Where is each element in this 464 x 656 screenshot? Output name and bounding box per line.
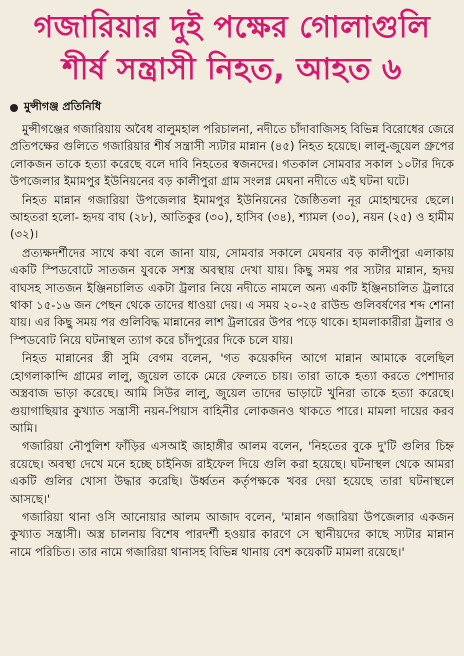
paragraph-2: নিহত মান্নান গজারিয়া উপজেলার ইমামপুর ইউনিয়নের জৈষ্ঠিতলা নূর মোহাম্মদের ছেলে। আহতরা হলো- হৃদয় বাঘ (২৮), আতিকুর (৩০), হাসিব (৩৪), শ্যামল (৩০), নয়ন (২৫) ও হামীম (৩২)। — [10, 192, 454, 242]
paragraph-3: প্রত্যক্ষদর্শীদের সাথে কথা বলে জানা যায়, সোমবার সকালে মেঘনার বড় কালীপুরা এলাকায় একটি স্পিডবোটে সাতজন যুবকে সশস্ত্র অবস্থায় দেখা যায়। কিছু সময় পর স্যটার মান্নান, হৃদয় বাঘসহ সাতজন ইঞ্জিনচালিত একটা ট্রলার নিয়ে নদীতে নামলে অন্য একটি ইঞ্জিনচালিত ট্রলারে থাকা ১৫-১৬ জন পেছন থেকে তাদের ধাওয়া দেয়। এ সময় ২০-২৫ রাউন্ড গুলিবর্ষণের শব্দ শোনা যায়। এর কিছু সময় পর গুলিবিদ্ধ মান্নানের লাশ ট্রলারের উপর পড়ে থাকে। হামলাকারীরা ট্রলার ও স্পিডবোট নিয়ে ঘটনাস্থল ত্যাগ করে চাঁদপুরের দিকে চলে যায়। — [10, 245, 454, 347]
byline — [10, 98, 454, 117]
bullet-icon — [10, 104, 18, 112]
headline-line-1: গজারিয়ার দুই পক্ষের গোলাগুলি — [33, 10, 431, 45]
paragraph-6: গজারিয়া থানা ওসি আনোয়ার আলম আজাদ বলেন, 'মান্নান গজারিয়া উপজেলার একজন কুখ্যাত সন্ত্রাসী। অস্ত্র চালনায় বিশেষ পারদর্শী হওয়ার কারণে সে স্থানীয়দের কাছে স্যটার মান্নান নামে পরিচিত। তার নামে গজারিয়া থানাসহ বিভিন্ন থানায় বেশ কয়েকটি মামলা রয়েছে।' — [10, 509, 454, 559]
byline-text: মুন্সীগঞ্জ প্রতিনিধি — [24, 100, 101, 113]
headline — [10, 6, 454, 92]
article-body — [10, 121, 454, 561]
paragraph-4: নিহত মান্নানের স্ত্রী সুমি বেগম বলেন, 'গত কয়েকদিন আগে মান্নান আমাকে বলেছিল হোগলাকান্দি গ্রামের লালু, জুয়েল তাকে মেরে ফেলতে চায়। তারা তাকে হত্যা করতে পেশাদার অস্ত্রবাজ ভাড়া করেছে। আমি সিউর লালু, জুয়েল তাদের ভাড়াটে খুনিরা তাকে হত্যা করেছে। গুয়াগাছিয়ার কুখ্যাত সন্ত্রাসী নয়ন-পিয়াস বাহিনীর লোকজনও থাকতে পারে। মামলা দায়ের করব আমি। — [10, 351, 454, 435]
paragraph-1: মুন্সীগঞ্জের গজারিয়ায় অবৈধ বালুমহাল পরিচালনা, নদীতে চাঁদাবাজিসহ বিভিন্ন বিরোধের জেরে প্রতিপক্ষের গুলিতে গজারিয়ার শীর্ষ সন্ত্রাসী স্যটার মান্নান (৪৫) নিহত হয়েছে। লালু-জুয়েল গ্রুপের লোকজন তাকে হত্যা করেছে বলে দাবি নিহতের স্বজনদের। গতকাল সোমবার সকাল ১০টার দিকে উপজেলার ইমামপুর ইউনিয়নের বড় কালীপুরা গ্রাম সংলগ্ন মেঘনা নদীতে এই ঘটনা ঘটে। — [10, 122, 454, 189]
paragraph-5: গজারিয়া নৌপুলিশ ফাঁড়ির এসআই জাহাঙ্গীর আলম বলেন, 'নিহতের বুকে দু'টি গুলির চিহ্ন রয়েছে। অবস্থা দেখে মনে হচ্ছে চাইনিজ রাইফেল দিয়ে গুলি করা হয়েছে। ঘটনাস্থল থেকে আমরা একটি গুলির খোসা উদ্ধার করেছি। উর্ধ্বতন কর্তৃপক্ষকে খবর দেয়া হয়েছে তারা ঘটনাস্থলে আসছে।' — [10, 439, 454, 506]
headline-line-2: শীর্ষ সন্ত্রাসী নিহত, আহত ৬ — [62, 52, 402, 87]
